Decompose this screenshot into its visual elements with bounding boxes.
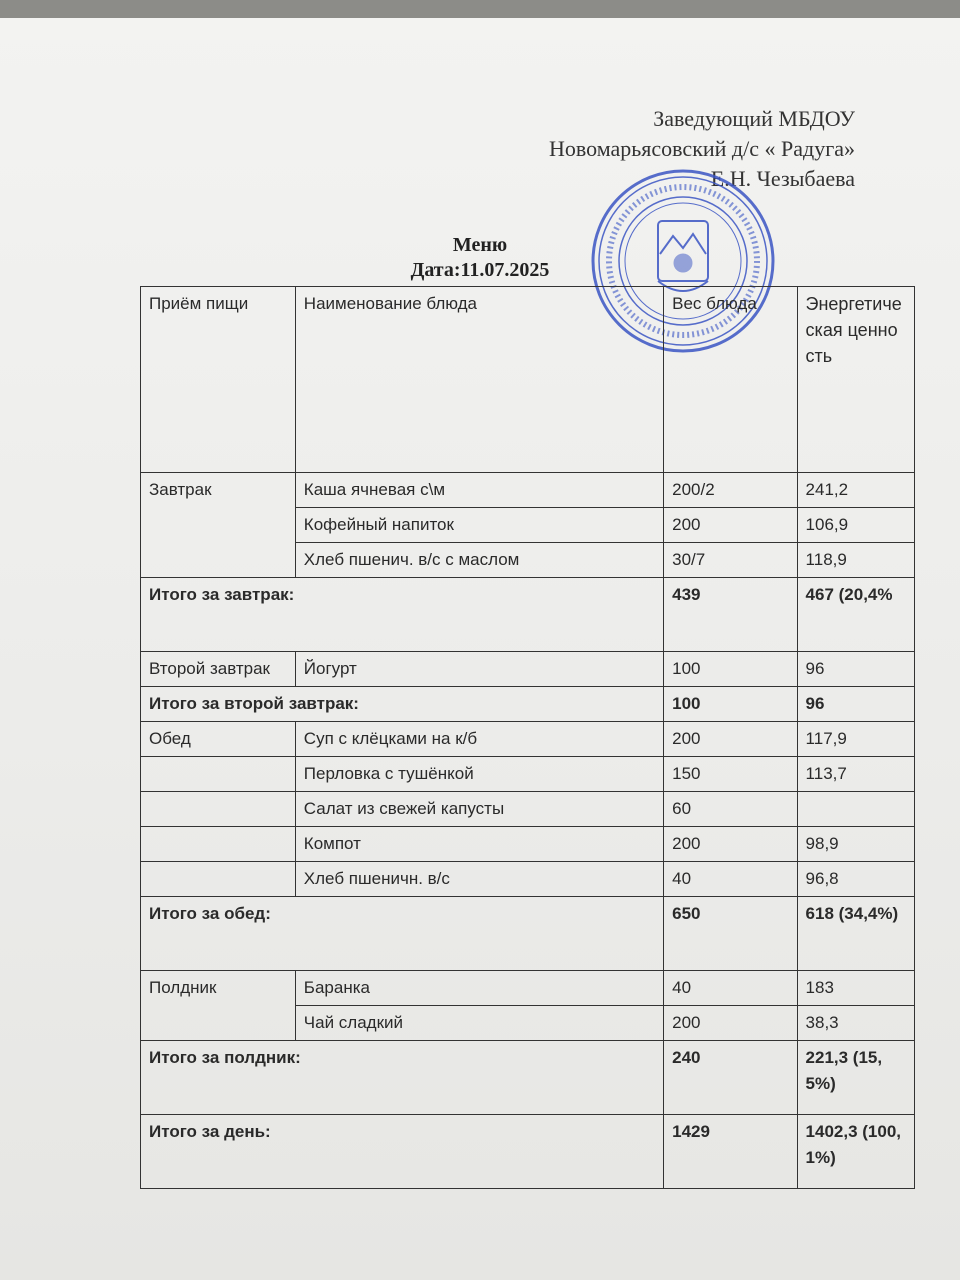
document-page [0,18,960,1280]
dish-energy: 241,2 [797,473,914,508]
total-weight: 650 [664,897,797,971]
total-energy: 221,3 (15,5%) [797,1041,914,1115]
dish-name: Суп с клёцками на к/б [295,722,663,757]
total-weight: 1429 [664,1115,797,1189]
total-label: Итого за завтрак: [141,578,664,652]
dish-weight: 200 [664,722,797,757]
dish-name: Кофейный напиток [295,508,663,543]
dish-weight: 30/7 [664,543,797,578]
table-row [141,862,915,897]
meal-lunch: Обед [141,722,296,757]
dish-energy: 96 [797,652,914,687]
table-row [141,722,915,757]
dish-weight: 40 [664,862,797,897]
dish-energy: 118,9 [797,543,914,578]
total-row-second-breakfast [141,687,915,722]
dish-weight: 60 [664,792,797,827]
table-header-row [141,287,915,473]
meal-breakfast: Завтрак [141,473,296,578]
header-dish: Наименование блюда [295,287,663,473]
dish-energy: 113,7 [797,757,914,792]
dish-weight: 200/2 [664,473,797,508]
total-weight: 100 [664,687,797,722]
meal-snack: Полдник [141,971,296,1041]
header-energy: Энергетическая ценность [797,287,914,473]
dish-energy [797,792,914,827]
dish-energy: 106,9 [797,508,914,543]
total-label: Итого за обед: [141,897,664,971]
total-energy: 618 (34,4%) [797,897,914,971]
total-row-day [141,1115,915,1189]
total-row-snack [141,1041,915,1115]
header-weight: Вес блюда [664,287,797,473]
dish-weight: 200 [664,827,797,862]
dish-name: Чай сладкий [295,1006,663,1041]
table-row [141,971,915,1006]
dish-name: Баранка [295,971,663,1006]
dish-name: Компот [295,827,663,862]
total-energy: 1402,3 (100,1%) [797,1115,914,1189]
menu-table [140,286,915,1189]
dish-name: Каша ячневая с\м [295,473,663,508]
meal-second-breakfast: Второй завтрак [141,652,296,687]
header-meal: Приём пищи [141,287,296,473]
table-row [141,652,915,687]
total-label: Итого за полдник: [141,1041,664,1115]
total-weight: 240 [664,1041,797,1115]
dish-weight: 150 [664,757,797,792]
dish-energy: 96,8 [797,862,914,897]
institution-name: Новомарьясовский д/с « Радуга» [549,136,855,161]
dish-weight: 200 [664,1006,797,1041]
table-row [141,757,915,792]
table-row [141,473,915,508]
dish-weight: 40 [664,971,797,1006]
total-energy: 467 (20,4% [797,578,914,652]
dish-energy: 38,3 [797,1006,914,1041]
signer-name: Е.Н. Чезыбаева [710,166,855,191]
dish-weight: 200 [664,508,797,543]
dish-name: Йогурт [295,652,663,687]
menu-date: Дата:11.07.2025 [410,259,550,281]
total-label: Итого за второй завтрак: [141,687,664,722]
total-energy: 96 [797,687,914,722]
dish-name: Хлеб пшеничн. в/с [295,862,663,897]
dish-name: Перловка с тушёнкой [295,757,663,792]
table-row [141,792,915,827]
dish-energy: 117,9 [797,722,914,757]
menu-title-block [330,233,630,283]
approver-title: Заведующий МБДОУ [653,106,855,131]
total-row-lunch [141,897,915,971]
total-weight: 439 [664,578,797,652]
dish-energy: 98,9 [797,827,914,862]
dish-name: Хлеб пшенич. в/с с маслом [295,543,663,578]
total-row-breakfast [141,578,915,652]
dish-name: Салат из свежей капусты [295,792,663,827]
table-row [141,827,915,862]
dish-weight: 100 [664,652,797,687]
total-label: Итого за день: [141,1115,664,1189]
dish-energy: 183 [797,971,914,1006]
menu-title: Меню [452,234,508,256]
